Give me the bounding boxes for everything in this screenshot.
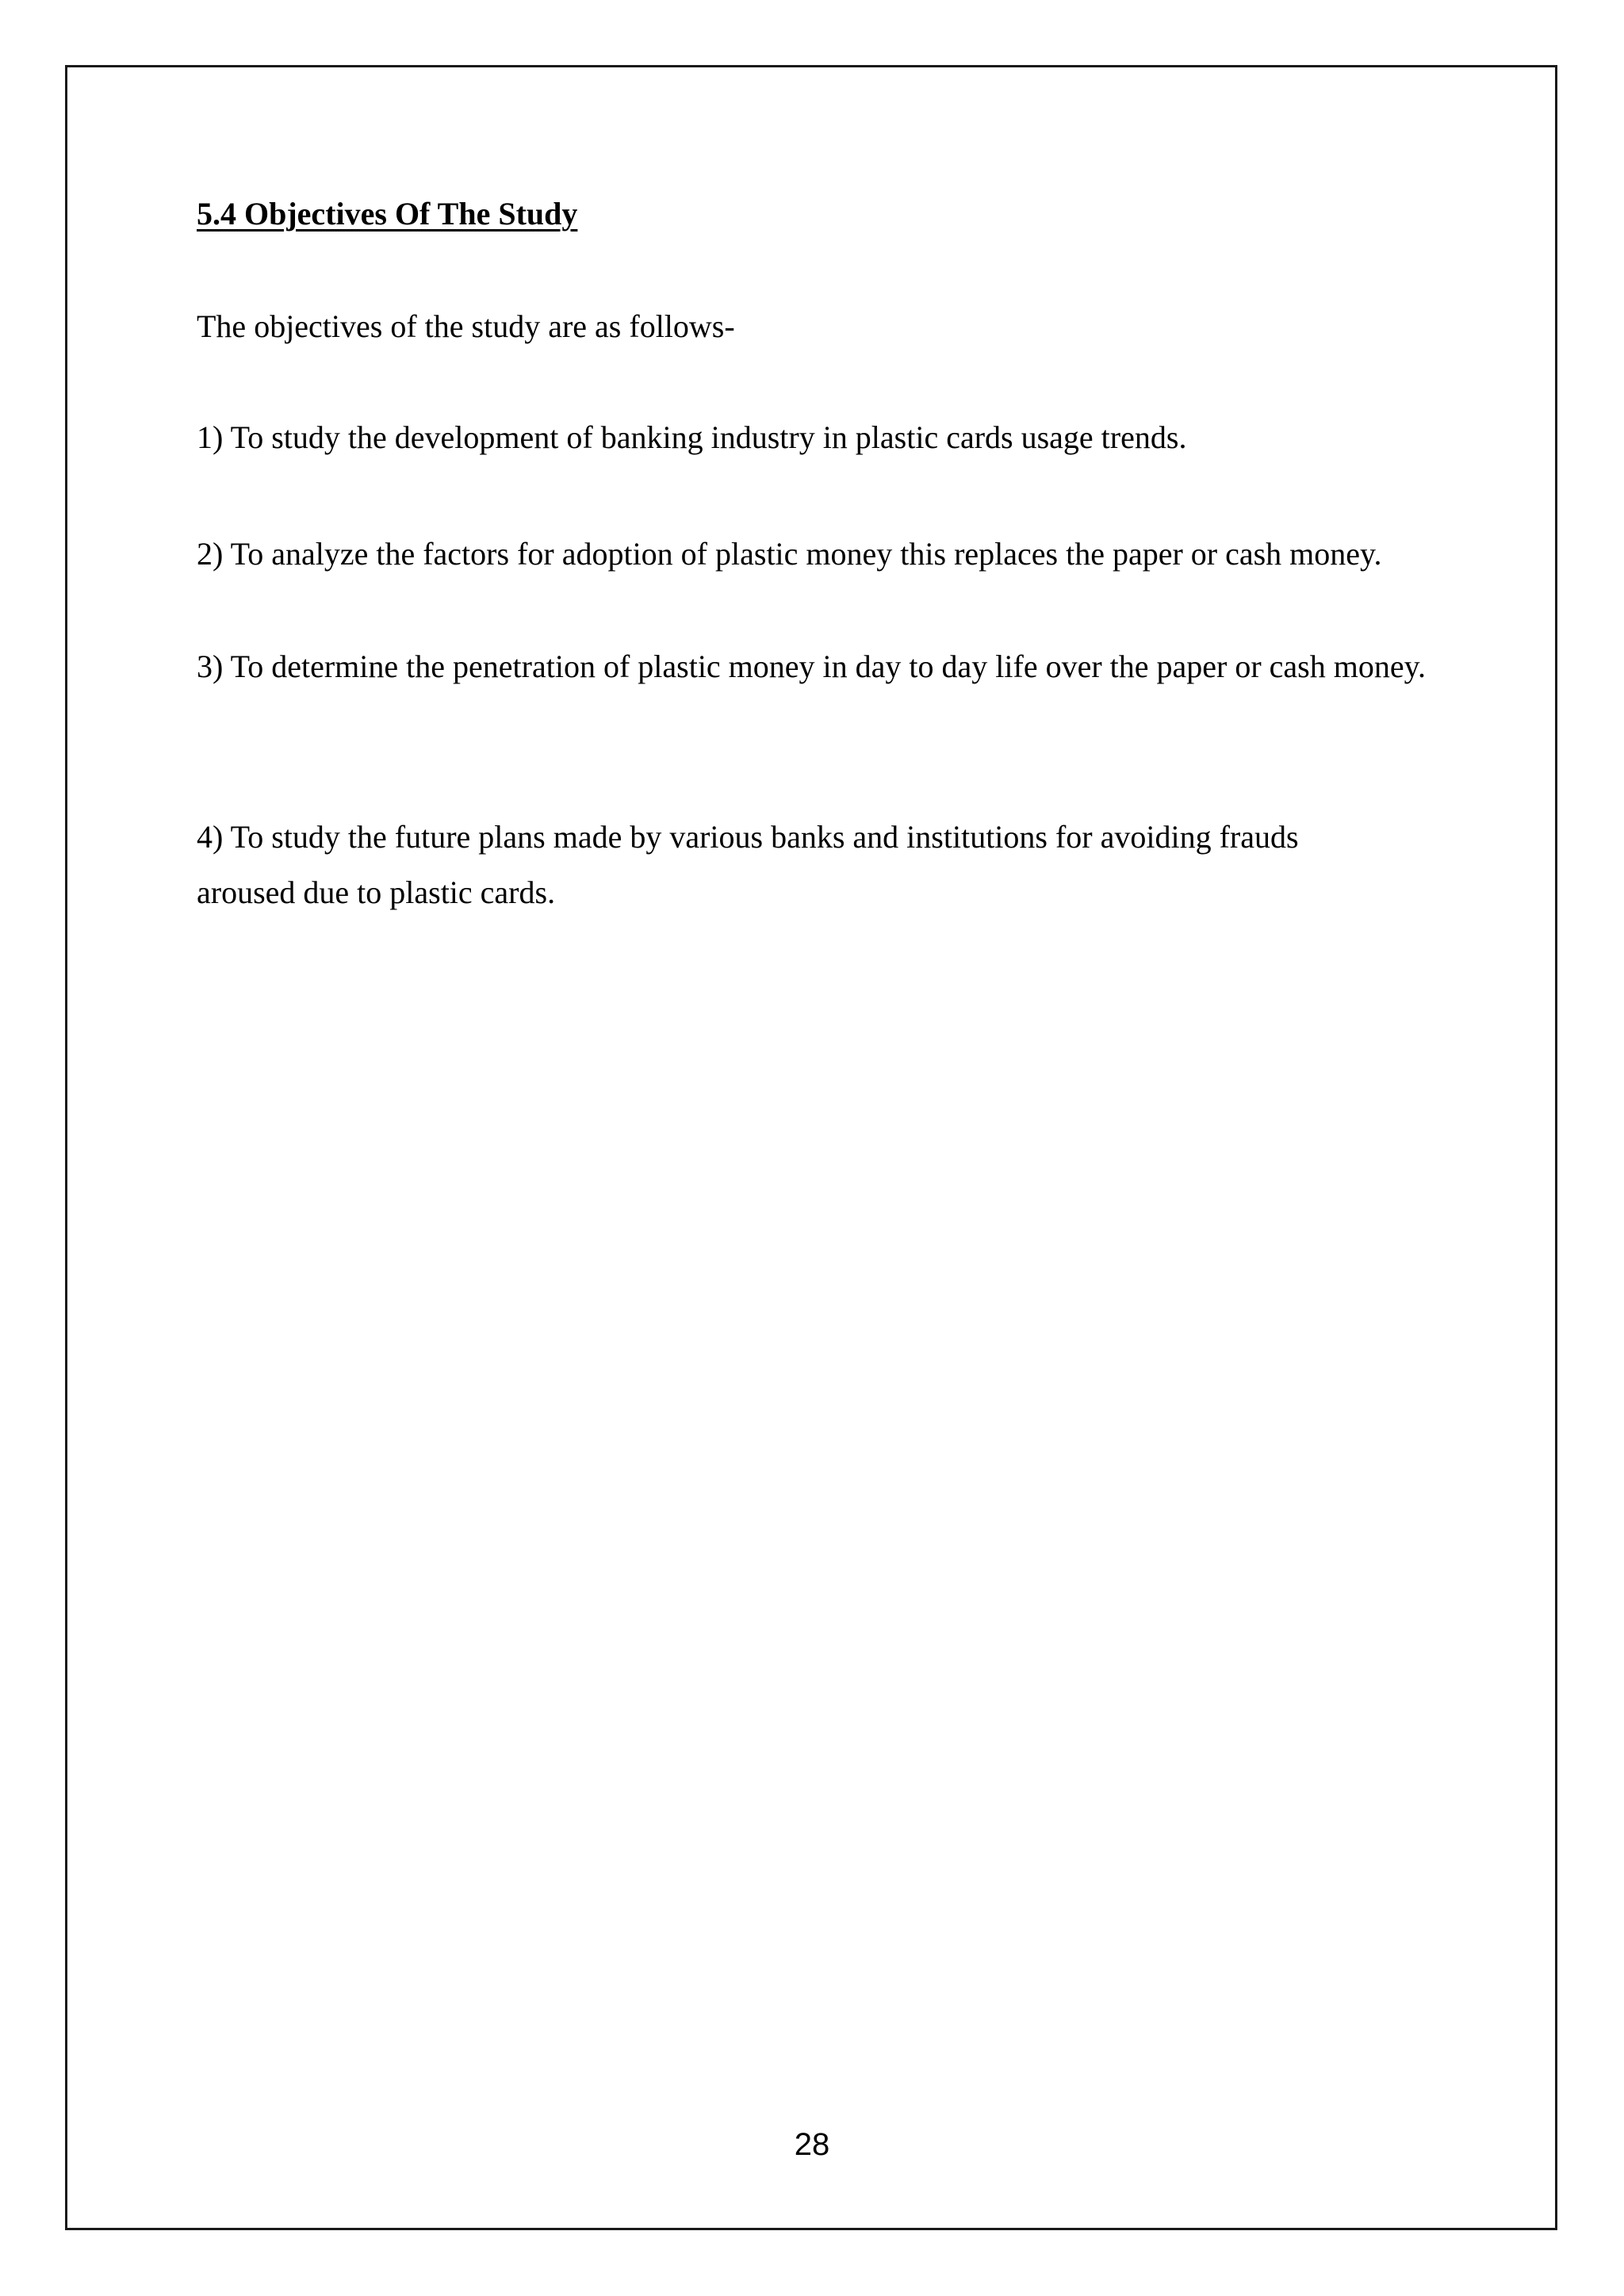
document-body <box>197 190 1435 910</box>
objective-item-1: 1) To study the development of banking industry in plastic cards usage trends. <box>197 419 1187 455</box>
page-border <box>65 65 1557 2230</box>
objective-item-3: 3) To determine the penetration of plastic money in day to day life over the paper or cash money. <box>197 649 1427 684</box>
objective-item-2: 2) To analyze the factors for adoption of plastic money this replaces the paper or cash money. <box>197 536 1382 572</box>
section-heading: 5.4 Objectives Of The Study <box>197 196 578 232</box>
intro-text: The objectives of the study are as follows- <box>197 308 735 344</box>
page-number: 28 <box>794 2127 830 2162</box>
objective-item-4: 4) To study the future plans made by various banks and institutions for avoiding frauds aroused due to plastic cards. <box>197 819 1299 910</box>
